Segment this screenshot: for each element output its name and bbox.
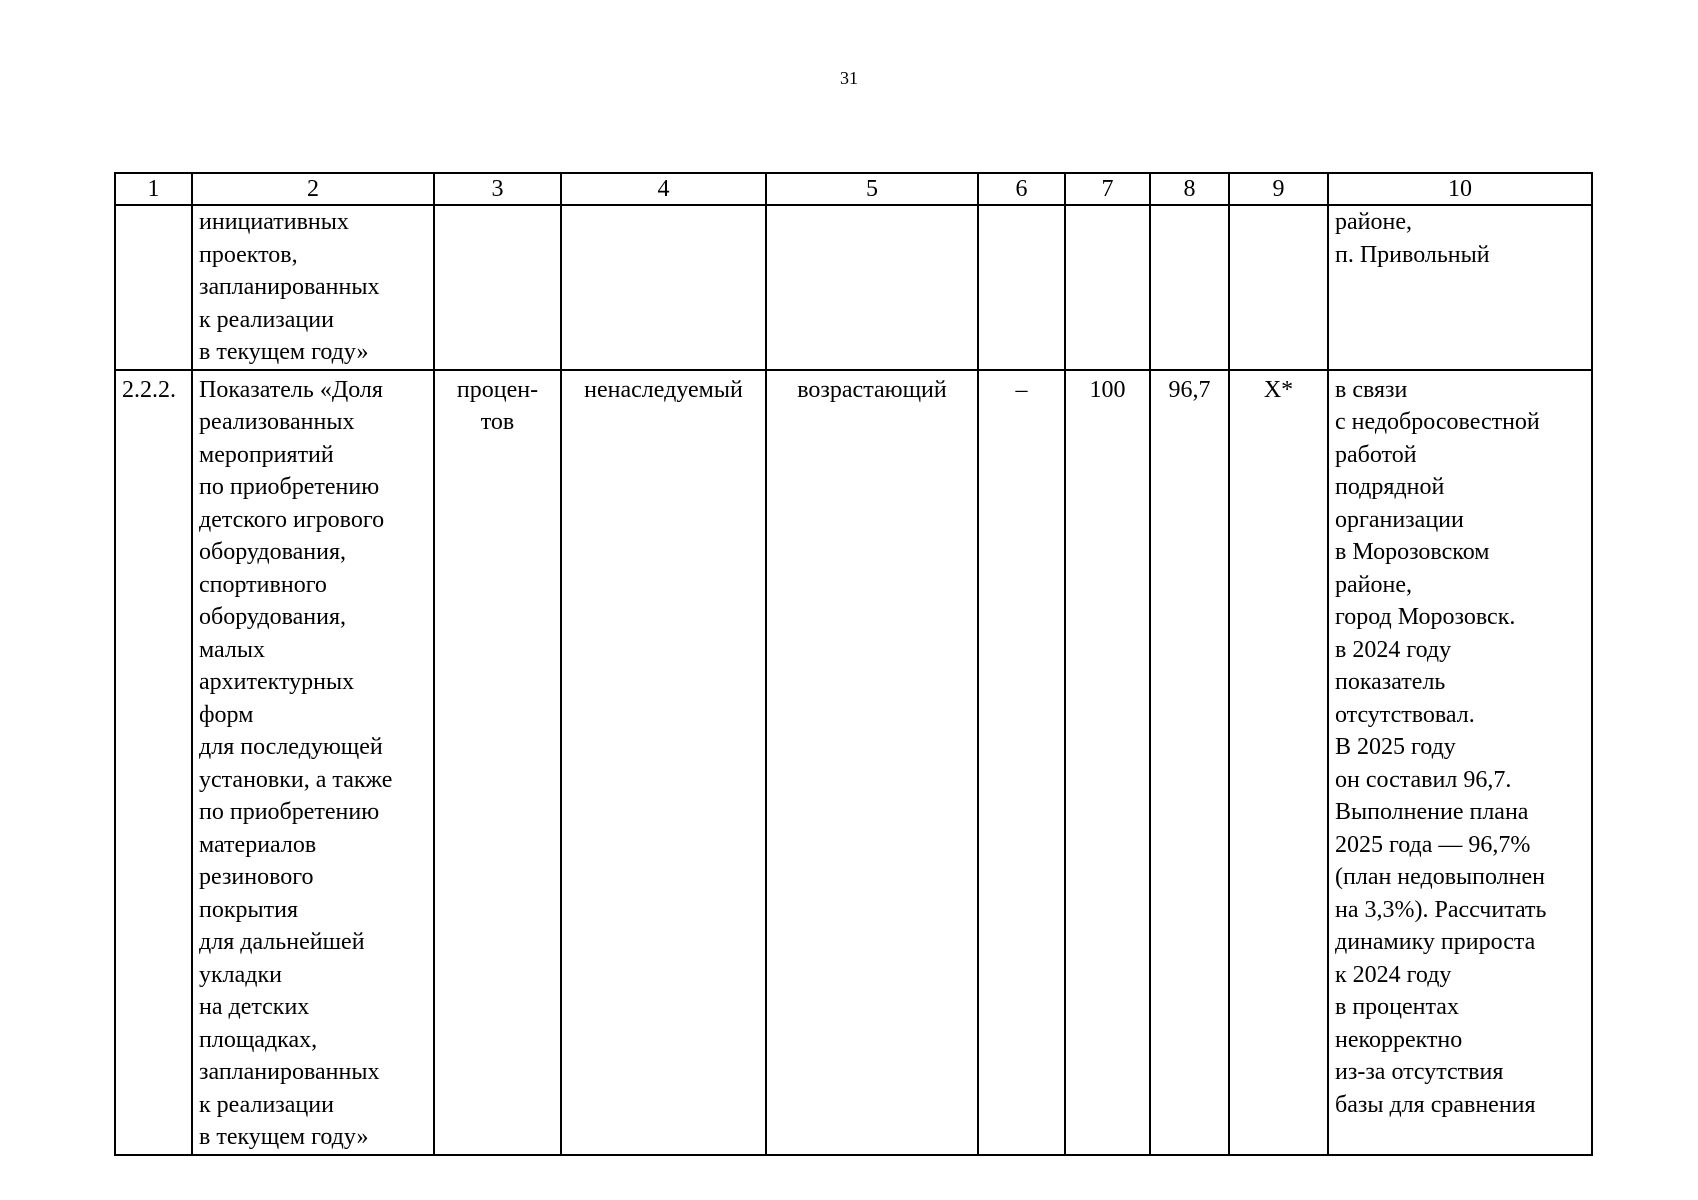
cell-text-line: Показатель «Доля bbox=[199, 376, 383, 403]
cell-text-line: на 3,3%). Рассчитать bbox=[1335, 896, 1547, 923]
cell-text-line: площадках, bbox=[199, 1026, 318, 1053]
cell-text-line: к реализации bbox=[199, 306, 334, 333]
table-row bbox=[115, 370, 1592, 1155]
cell-text-line: базы для сравнения bbox=[1335, 1091, 1536, 1118]
indicator-table bbox=[114, 172, 1593, 1156]
cell-value-col8: 96,7 bbox=[1150, 370, 1229, 1155]
cell-text-line: в 2024 году bbox=[1335, 636, 1452, 663]
cell-value-col9 bbox=[1229, 205, 1328, 370]
cell-text-line: (план недовыполнен bbox=[1335, 864, 1545, 890]
cell-text-line: Выполнение плана bbox=[1335, 799, 1529, 825]
cell-value-col8 bbox=[1150, 205, 1229, 370]
cell-text-line: мероприятий bbox=[199, 441, 334, 468]
column-header: 5 bbox=[766, 173, 978, 205]
cell-type: ненаследуемый bbox=[561, 370, 766, 1155]
cell-text-line: работой bbox=[1335, 441, 1417, 468]
cell-text-line: 2025 года — 96,7% bbox=[1335, 831, 1531, 858]
cell-value-col9: X* bbox=[1229, 370, 1328, 1155]
table-row bbox=[115, 205, 1592, 370]
cell-text-line: п. Привольный bbox=[1335, 241, 1490, 268]
cell-number bbox=[115, 205, 192, 370]
column-header: 1 bbox=[115, 173, 192, 205]
cell-indicator-name bbox=[192, 370, 434, 1155]
cell-text-line: для дальнейшей bbox=[199, 929, 365, 955]
cell-text-line: на детских bbox=[199, 994, 310, 1020]
cell-unit bbox=[434, 205, 561, 370]
cell-value-col6: – bbox=[978, 370, 1065, 1155]
cell-text-line: укладки bbox=[199, 961, 283, 988]
column-header: 8 bbox=[1150, 173, 1229, 205]
cell-text-line: в текущем году» bbox=[199, 339, 369, 365]
cell-text-line: материалов bbox=[199, 831, 317, 858]
cell-text-line: реализованных bbox=[199, 409, 355, 435]
cell-text-line: из-за отсутствия bbox=[1335, 1059, 1504, 1085]
cell-text-line: отсутствовал. bbox=[1335, 701, 1475, 728]
column-header: 3 bbox=[434, 173, 561, 205]
cell-value-col7: 100 bbox=[1065, 370, 1150, 1155]
cell-text-line: районе, bbox=[1335, 209, 1412, 235]
cell-text-line: оборудования, bbox=[199, 539, 346, 565]
column-header: 6 bbox=[978, 173, 1065, 205]
cell-text-line: тов bbox=[480, 409, 515, 435]
cell-text-line: запланированных bbox=[199, 1059, 380, 1085]
table-header-row bbox=[115, 173, 1592, 205]
cell-direction bbox=[766, 205, 978, 370]
column-header: 2 bbox=[192, 173, 434, 205]
cell-text-line: В 2025 году bbox=[1335, 734, 1456, 760]
cell-text-line: к реализации bbox=[199, 1091, 334, 1118]
cell-text-line: по приобретению bbox=[199, 799, 380, 825]
cell-comment bbox=[1328, 370, 1592, 1155]
column-header: 10 bbox=[1328, 173, 1592, 205]
cell-text-line: в связи bbox=[1335, 376, 1408, 403]
page-number: 31 bbox=[840, 68, 858, 88]
cell-text-line: спортивного bbox=[199, 571, 327, 598]
cell-text-line: в Морозовском bbox=[1335, 539, 1490, 565]
cell-text-line: малых bbox=[199, 636, 265, 663]
cell-text-line: инициативных bbox=[199, 209, 349, 235]
cell-text-line: покрытия bbox=[199, 896, 298, 923]
cell-text-line: архитектурных bbox=[199, 669, 355, 695]
cell-text-line: в текущем году» bbox=[199, 1124, 369, 1150]
column-header: 9 bbox=[1229, 173, 1328, 205]
cell-text-line: запланированных bbox=[199, 274, 380, 300]
cell-text-line: оборудования, bbox=[199, 604, 346, 630]
cell-text-line: организации bbox=[1335, 506, 1464, 533]
cell-type bbox=[561, 205, 766, 370]
cell-indicator-name bbox=[192, 205, 434, 370]
cell-text-line: проектов, bbox=[199, 241, 298, 268]
cell-text-line: показатель bbox=[1335, 669, 1446, 695]
cell-comment bbox=[1328, 205, 1592, 370]
cell-text-line: для последующей bbox=[199, 734, 383, 760]
column-header: 4 bbox=[561, 173, 766, 205]
column-header: 7 bbox=[1065, 173, 1150, 205]
cell-text-line: подрядной bbox=[1335, 474, 1445, 500]
cell-unit bbox=[434, 370, 561, 1155]
cell-text-line: процен- bbox=[456, 376, 539, 403]
cell-value-col7 bbox=[1065, 205, 1150, 370]
cell-text-line: детского игрового bbox=[199, 506, 385, 533]
cell-text-line: некорректно bbox=[1335, 1026, 1463, 1053]
cell-text-line: 2.2.2. bbox=[122, 376, 176, 403]
cell-text-line: с недобросовестной bbox=[1335, 409, 1540, 435]
cell-text-line: динамику прироста bbox=[1335, 929, 1536, 955]
cell-text-line: резинового bbox=[199, 864, 314, 890]
cell-text-line: в процентах bbox=[1335, 994, 1459, 1020]
cell-text-line: он составил 96,7. bbox=[1335, 766, 1512, 793]
cell-value-col6 bbox=[978, 205, 1065, 370]
cell-text-line: по приобретению bbox=[199, 474, 380, 500]
cell-text-line: город Морозовск. bbox=[1335, 604, 1516, 630]
cell-direction: возрастающий bbox=[766, 370, 978, 1155]
cell-text-line: к 2024 году bbox=[1335, 961, 1452, 988]
cell-text-line: установки, а также bbox=[199, 766, 393, 793]
cell-text-line: форм bbox=[199, 701, 254, 728]
cell-text-line: районе, bbox=[1335, 571, 1412, 598]
cell-number bbox=[115, 370, 192, 1155]
